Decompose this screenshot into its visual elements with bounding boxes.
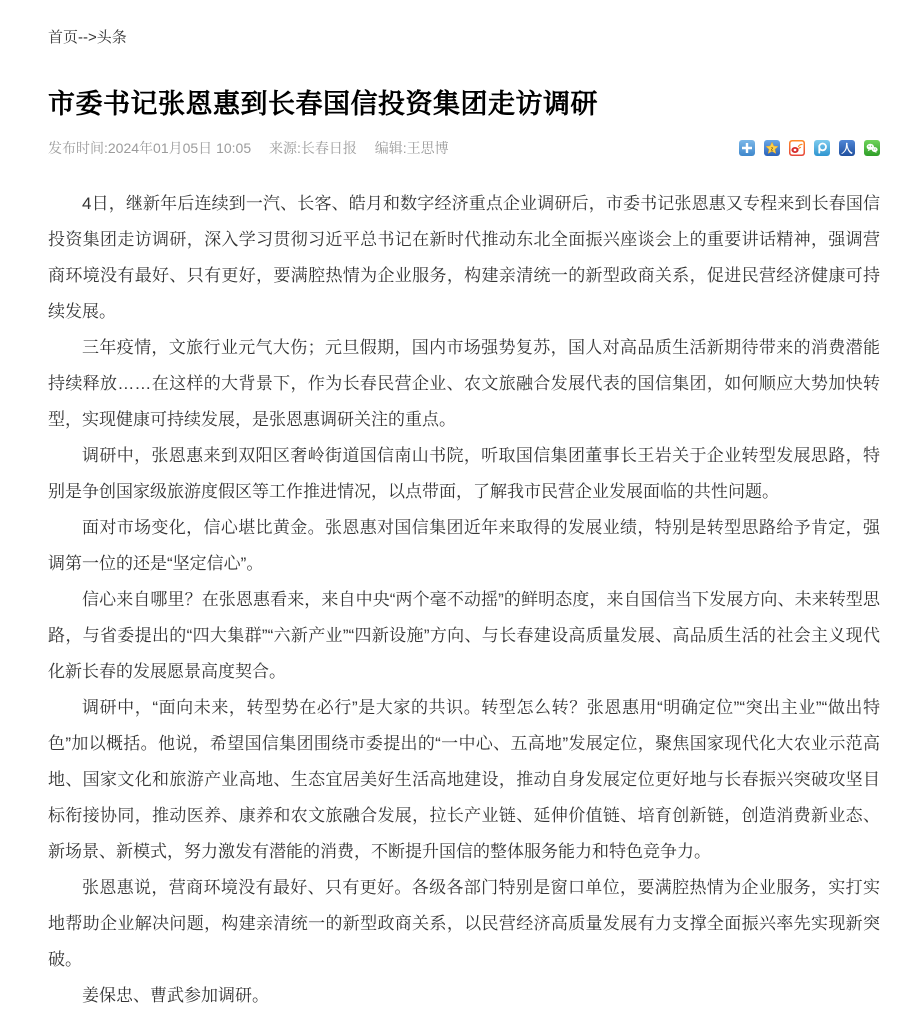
svg-text:人: 人 bbox=[841, 143, 853, 156]
share-plus-icon[interactable] bbox=[739, 140, 755, 156]
article-paragraph: 信心来自哪里？在张恩惠看来，来自中央“两个毫不动摇”的鲜明态度，来自国信当下发展方向、未来转型思路，与省委提出的“四大集群”“六新产业”“四新设施”方向、与长春建设高质量发展、高品质生活的社会主义现代化新长春的发展愿景高度契合。 bbox=[48, 590, 880, 681]
article-meta-row bbox=[48, 138, 880, 158]
pengyou-p-icon[interactable] bbox=[814, 140, 830, 156]
article-editor: 编辑:王思博 bbox=[374, 140, 449, 156]
share-bar bbox=[730, 140, 880, 156]
article-paragraph: 调研中，张恩惠来到双阳区奢岭街道国信南山书院，听取国信集团董事长王岩关于企业转型发展思路，特别是争创国家级旅游度假区等工作推进情况，以点带面，了解我市民营企业发展面临的共性问题。 bbox=[48, 446, 880, 501]
article-paragraph: 面对市场变化，信心堪比黄金。张恩惠对国信集团近年来取得的发展业绩，特别是转型思路给予肯定，强调第一位的还是“坚定信心”。 bbox=[48, 518, 880, 573]
publish-time: 发布时间:2024年01月05日 10:05 bbox=[48, 140, 252, 156]
renren-icon[interactable] bbox=[839, 140, 855, 156]
article-body bbox=[48, 186, 880, 1014]
article-paragraph: 姜保忠、曹武参加调研。 bbox=[82, 986, 269, 1005]
breadcrumb-separator: --> bbox=[78, 29, 97, 46]
article-paragraph: 张恩惠说，营商环境没有最好、只有更好。各级各部门特别是窗口单位，要满腔热情为企业服务，实打实地帮助企业解决问题，构建亲清统一的新型政商关系，以民营经济高质量发展有力支撑全面振兴率先实现新突破。 bbox=[48, 878, 880, 969]
breadcrumb-home-link[interactable]: 首页 bbox=[48, 29, 79, 46]
wechat-icon[interactable] bbox=[864, 140, 880, 156]
qzone-star-icon[interactable] bbox=[764, 140, 780, 156]
sina-weibo-icon[interactable] bbox=[789, 140, 805, 156]
article-meta bbox=[48, 138, 449, 158]
page-title: 市委书记张恩惠到长春国信投资集团走访调研 bbox=[48, 89, 598, 119]
svg-text:z: z bbox=[770, 146, 774, 153]
article-source: 来源:长春日报 bbox=[269, 140, 357, 156]
article-paragraph: 调研中，“面向未来，转型势在必行”是大家的共识。转型怎么转？张恩惠用“明确定位”“突出主业”“做出特色”加以概括。他说，希望国信集团围绕市委提出的“一中心、五高地”发展定位，聚焦国家现代化大农业示范高地、国家文化和旅游产业高地、生态宜居美好生活高地建设，推动自身发展定位更好地与长春振兴突破攻坚目标衔接协同，推动医养、康养和农文旅融合发展，拉长产业链、延伸价值链、培育创新链，创造消费新业态、新场景、新模式，努力激发有潜能的消费，不断提升国信的整体服务能力和特色竞争力。 bbox=[48, 698, 880, 861]
breadcrumb bbox=[48, 28, 880, 48]
article-paragraph: 4日，继新年后连续到一汽、长客、皓月和数字经济重点企业调研后，市委书记张恩惠又专程来到长春国信投资集团走访调研，深入学习贯彻习近平总书记在新时代推动东北全面振兴座谈会上的重要讲话精神，强调营商环境没有最好、只有更好，要满腔热情为企业服务，构建亲清统一的新型政商关系，促进民营经济健康可持续发展。 bbox=[48, 194, 880, 321]
breadcrumb-section-link[interactable]: 头条 bbox=[96, 29, 127, 46]
article-paragraph: 三年疫情，文旅行业元气大伤；元旦假期，国内市场强势复苏，国人对高品质生活新期待带来的消费潜能持续释放……在这样的大背景下，作为长春民营企业、农文旅融合发展代表的国信集团，如何顺应大势加快转型，实现健康可持续发展，是张恩惠调研关注的重点。 bbox=[48, 338, 880, 429]
